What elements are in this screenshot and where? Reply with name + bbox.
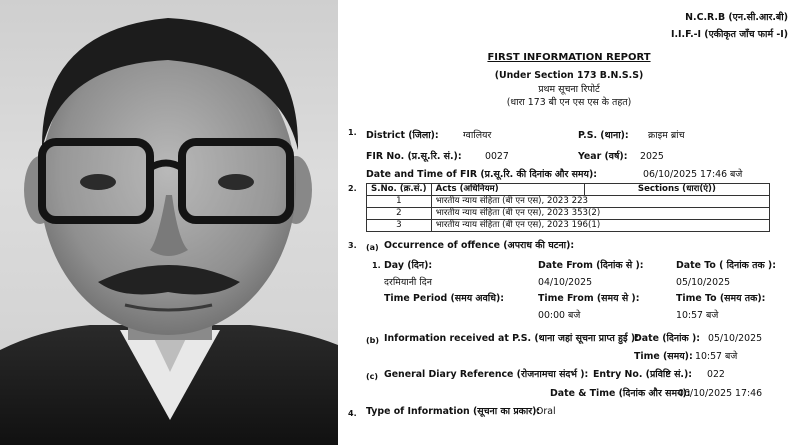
row-section: 223 [571, 196, 589, 206]
gd-datetime-label: Date & Time (दिनांक और समय): [550, 388, 691, 399]
fir-document [338, 0, 800, 445]
entry-no-value: 022 [707, 369, 725, 380]
info-date-label: Date (दिनांक ): [634, 333, 701, 344]
occurrence-label: Occurrence of offence (अपराध की घटना): [384, 240, 575, 251]
report-section: (Under Section 173 B.N.S.S) [494, 70, 644, 81]
portrait-image [0, 0, 338, 445]
header-acts: Acts (अधिनियम) [431, 184, 584, 196]
acts-table-header [367, 184, 770, 196]
report-section-hindi: (धारा 173 बी एन एस एस के तहत) [506, 97, 632, 108]
info-time-value: 10:57 बजे [695, 351, 738, 362]
ps-label: P.S. (थाना): [578, 130, 629, 141]
fir-no-value: 0027 [485, 151, 509, 162]
info-type-label: Type of Information (सूचना का प्रकार): [366, 406, 541, 417]
row-act-name: भारतीय न्याय संहिता (बी एन एस), 2023 [435, 220, 569, 230]
time-period-label: Time Period (समय अवधि): [384, 293, 505, 304]
section-2-number: 2. [348, 184, 357, 193]
ps-value: क्राइम ब्रांच [648, 130, 685, 141]
row-section: 353(2) [571, 208, 601, 218]
date-to-label: Date To ( दिनांक तक ): [676, 260, 776, 271]
sub-b-label: (b) [366, 336, 380, 345]
row-act [431, 220, 769, 232]
row-section: 196(1) [571, 220, 601, 230]
sub-1-label: 1. [372, 261, 381, 270]
row-act-name: भारतीय न्याय संहिता (बी एन एस), 2023 [435, 196, 569, 206]
fir-datetime-label: Date and Time of FIR (प्र.सू.रि. की दिनांक और समय): [366, 169, 598, 180]
info-time-label: Time (समय): [634, 351, 693, 362]
info-date-value: 05/10/2025 [708, 333, 763, 344]
section-1-number: 1. [348, 128, 357, 137]
fir-datetime-value: 06/10/2025 17:46 बजे [643, 169, 743, 180]
row-act-name: भारतीय न्याय संहिता (बी एन एस), 2023 [435, 208, 569, 218]
time-to-label: Time To (समय तक): [676, 293, 766, 304]
gd-datetime-value: 06/10/2025 17:46 [678, 388, 763, 399]
fir-no-label: FIR No. (प्र.सू.रि. सं.): [366, 151, 462, 162]
table-row [367, 208, 770, 220]
date-from-value: 04/10/2025 [538, 277, 593, 288]
info-type-value: Oral [536, 406, 556, 417]
year-label: Year (वर्ष): [578, 151, 628, 162]
sub-a-label: (a) [366, 243, 379, 252]
row-act [431, 196, 769, 208]
district-label: District (जिला): [366, 130, 439, 141]
info-received-label: Information received at P.S. (थाना जहां सूचना प्राप्त हुई ): [384, 333, 639, 344]
header-sno: S.No. (क्र.सं.) [367, 184, 432, 196]
year-value: 2025 [640, 151, 664, 162]
row-act [431, 208, 769, 220]
row-sno: 3 [367, 220, 432, 232]
form-id: I.I.F.-I (एकीकृत जाँच फार्म -I) [670, 29, 788, 40]
report-title-hindi: प्रथम सूचना रिपोर्ट [538, 84, 600, 95]
day-label: Day (दिन): [384, 260, 433, 271]
gd-reference-label: General Diary Reference (रोजनामचा संदर्भ ): [384, 369, 589, 380]
table-row [367, 220, 770, 232]
row-sno: 1 [367, 196, 432, 208]
ncrb-header: N.C.R.B (एन.सी.आर.बी) [685, 12, 788, 23]
sub-c-label: (c) [366, 372, 379, 381]
entry-no-label: Entry No. (प्रविष्टि सं.): [593, 369, 693, 380]
acts-table [366, 183, 770, 232]
section-4-number: 4. [348, 409, 357, 418]
report-title: FIRST INFORMATION REPORT [487, 52, 651, 63]
day-value: दरमियानी दिन [384, 277, 432, 288]
time-from-value: 00:00 बजे [538, 310, 581, 321]
header-sections: Sections (धारा(एं)) [584, 184, 769, 196]
row-sno: 2 [367, 208, 432, 220]
date-to-value: 05/10/2025 [676, 277, 731, 288]
table-row [367, 196, 770, 208]
date-from-label: Date From (दिनांक से ): [538, 260, 644, 271]
portrait-photo [0, 0, 338, 445]
section-3-number: 3. [348, 241, 357, 250]
district-value: ग्वालियर [463, 130, 492, 141]
time-to-value: 10:57 बजे [676, 310, 719, 321]
time-from-label: Time From (समय से ): [538, 293, 640, 304]
